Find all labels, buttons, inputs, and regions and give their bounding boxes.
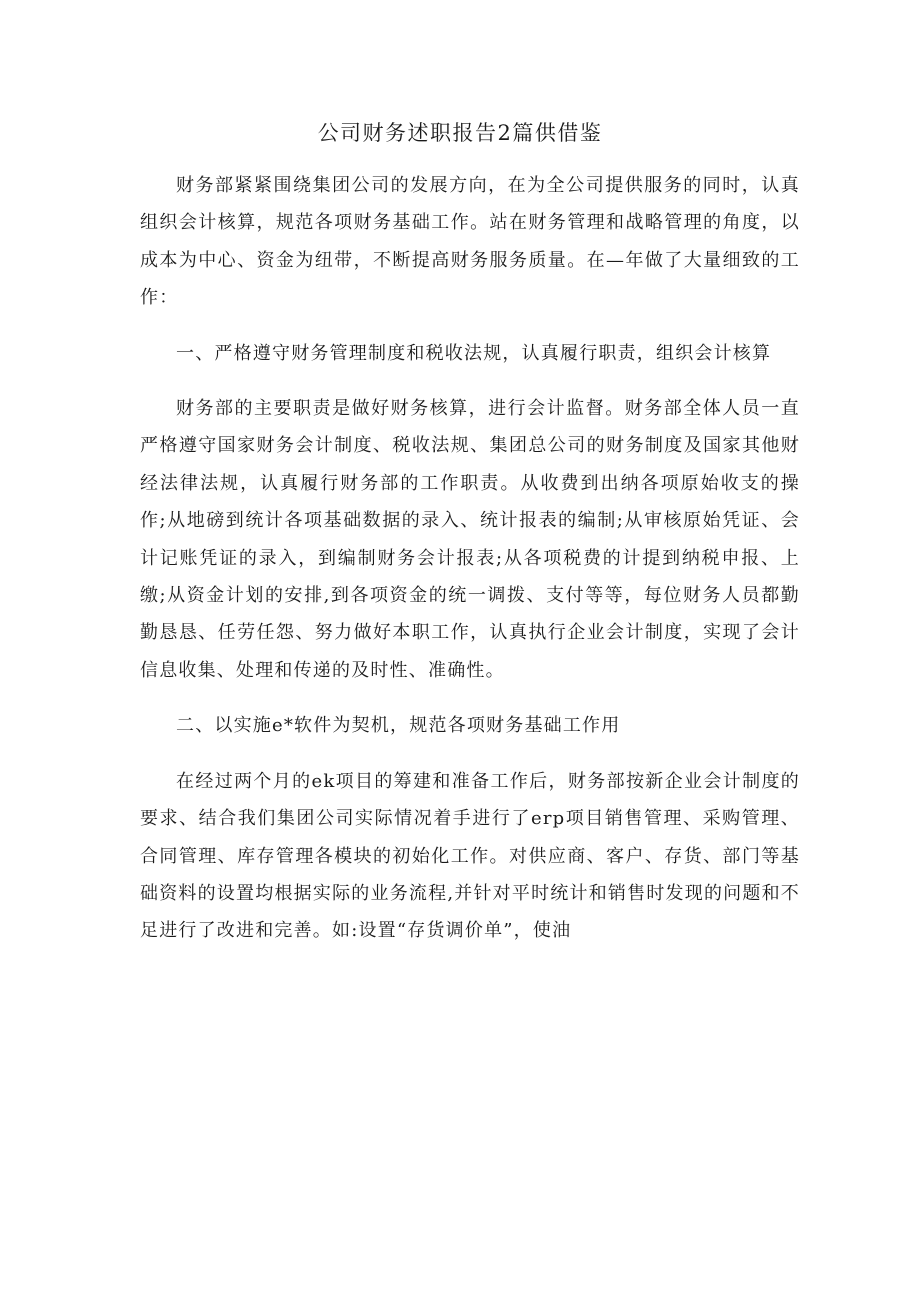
section-1-paragraph: 财务部的主要职责是做好财务核算，进行会计监督。财务部全体人员一直严格遵守国家财务会计制度、税收法规、集团总公司的财务制度及国家其他财经法律法规，认真履行财务部的工作职责。从收费到出纳各项原始收支的操作;从地磅到统计各项基础数据的录入、统计报表的编制;从审核原始凭证、会计记账凭证的录入，到编制财务会计报表;从各项税费的计提到纳税申报、上缴;从资金计划的安排,到各项资金的统一调拨、支付等等，每位财务人员都勤勤恳恳、任劳任怨、努力做好本职工作，认真执行企业会计制度，实现了会计信息收集、处理和传递的及时性、准确性。 — [140, 398, 800, 681]
intro-paragraph: 财务部紧紧围绕集团公司的发展方向，在为全公司提供服务的同时，认真组织会计核算，规范各项财务基础工作。站在财务管理和战略管理的角度，以成本为中心、资金为纽带，不断提高财务服务质量。在—年做了大量细致的工作： — [140, 175, 800, 309]
section-2-paragraph: 在经过两个月的ek项目的筹建和准备工作后，财务部按新企业会计制度的要求、结合我们集团公司实际情况着手进行了erp项目销售管理、采购管理、合同管理、库存管理各模块的初始化工作。对供应商、客户、存货、部门等基础资料的设置均根据实际的业务流程,并针对平时统计和销售时发现的问题和不足进行了改进和完善。如:设置“存货调价单”，使油 — [140, 770, 800, 942]
section-heading-1: 一、严格遵守财务管理制度和税收法规，认真履行职责，组织会计核算 — [176, 342, 772, 364]
document-title: 公司财务述职报告2篇供借鉴 — [317, 121, 603, 145]
document-body — [140, 167, 800, 950]
section-heading-2: 二、以实施e*软件为契机，规范各项财务基础工作用 — [176, 715, 621, 737]
